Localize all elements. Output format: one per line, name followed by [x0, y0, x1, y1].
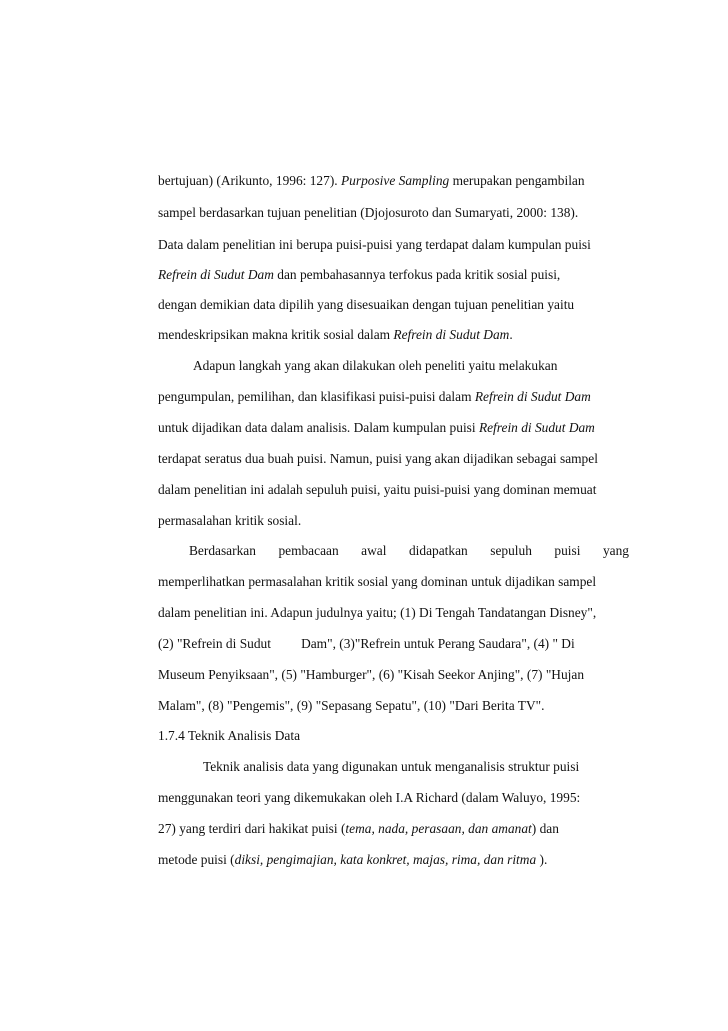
- text-run: menggunakan teori yang dikemukakan oleh I.A Richard (dalam Waluyo, 1995:: [158, 790, 581, 805]
- text-run: dalam penelitian ini adalah sepuluh puisi, yaitu puisi-puisi yang dominan memuat: [158, 482, 597, 497]
- text-run: Adapun langkah yang akan dilakukan oleh peneliti yaitu melakukan: [193, 358, 558, 373]
- text-run: 27) yang terdiri dari hakikat puisi (: [158, 821, 346, 836]
- word: yang: [602, 543, 629, 558]
- text-line: [158, 326, 513, 344]
- text-run: metode puisi (: [158, 852, 235, 867]
- italic-run: tema, nada, perasaan, dan amanat: [345, 821, 532, 836]
- text-run: Teknik analisis data yang digunakan untuk menganalisis struktur puisi: [203, 759, 580, 774]
- italic-run: Refrein di Sudut Dam: [478, 420, 595, 435]
- italic-run: diksi, pengimajian, kata konkret, majas, rima, dan ritma: [234, 852, 537, 867]
- text-line: dalam penelitian ini. Adapun judulnya yaitu; (1) Di Tengah Tandatangan Disney",: [158, 605, 597, 620]
- text-line: [158, 789, 580, 807]
- italic-run: Refrein di Sudut Dam: [393, 327, 510, 342]
- text-run: permasalahan kritik sosial.: [158, 513, 302, 528]
- text-line: [158, 296, 574, 314]
- text-run: mendeskripsikan makna kritik sosial dalam: [158, 327, 394, 342]
- text-line: [193, 357, 557, 375]
- text-run: terdapat seratus dua buah puisi. Namun, puisi yang akan dijadikan sebagai sampel: [158, 451, 598, 466]
- text-line: Museum Penyiksaan", (5) "Hamburger", (6) "Kisah Seekor Anjing", (7) "Hujan: [158, 667, 585, 682]
- text-line: [158, 820, 559, 838]
- text-line: [158, 481, 596, 499]
- word: didapatkan: [408, 543, 468, 558]
- word: Berdasarkan: [189, 543, 256, 558]
- text-line: (2) "Refrein di Sudut Dam", (3)"Refrein untuk Perang Saudara", (4) " Di: [158, 636, 575, 651]
- word: pembacaan: [278, 543, 339, 558]
- text-line: [203, 758, 579, 776]
- text-run: merupakan pengambilan: [449, 173, 585, 188]
- text-run: sampel berdasarkan tujuan penelitian (Djojosuroto dan Sumaryati, 2000: 138).: [158, 205, 579, 220]
- text-line: [158, 236, 591, 254]
- text-line: [158, 172, 585, 190]
- text-line: [158, 450, 598, 468]
- text-line: [158, 512, 301, 530]
- text-line: memperlihatkan permasalahan kritik sosial yang dominan untuk dijadikan sampel: [158, 574, 597, 589]
- italic-run: Purposive Sampling: [340, 173, 450, 188]
- section-heading: 1.7.4 Teknik Analisis Data: [158, 728, 301, 743]
- text-run: Data dalam penelitian ini berupa puisi-puisi yang terdapat dalam kumpulan puisi: [158, 237, 591, 252]
- text-line: [158, 388, 591, 406]
- text-run: dengan demikian data dipilih yang disesuaikan dengan tujuan penelitian yaitu: [158, 297, 575, 312]
- italic-run: Refrein di Sudut Dam: [158, 267, 274, 282]
- text-line: [158, 204, 578, 222]
- word: puisi: [554, 543, 581, 558]
- text-line: [158, 419, 595, 437]
- text-run: pengumpulan, pemilihan, dan klasifikasi puisi-puisi dalam: [158, 389, 475, 404]
- text-run: dan pembahasannya terfokus pada kritik sosial puisi,: [273, 267, 561, 282]
- text-line: [158, 266, 560, 284]
- text-line: Malam", (8) "Pengemis", (9) "Sepasang Sepatu", (10) "Dari Berita TV".: [158, 698, 545, 713]
- text-run: ).: [536, 852, 548, 867]
- italic-run: Refrein di Sudut Dam: [474, 389, 591, 404]
- text-run: ) dan: [531, 821, 559, 836]
- word: awal: [361, 543, 387, 558]
- text-run: untuk dijadikan data dalam analisis. Dalam kumpulan puisi: [158, 420, 479, 435]
- text-line: [189, 542, 629, 560]
- word: sepuluh: [490, 543, 532, 558]
- text-run: .: [509, 327, 513, 342]
- text-line: [158, 851, 547, 869]
- text-run: bertujuan) (Arikunto, 1996: 127).: [158, 173, 341, 188]
